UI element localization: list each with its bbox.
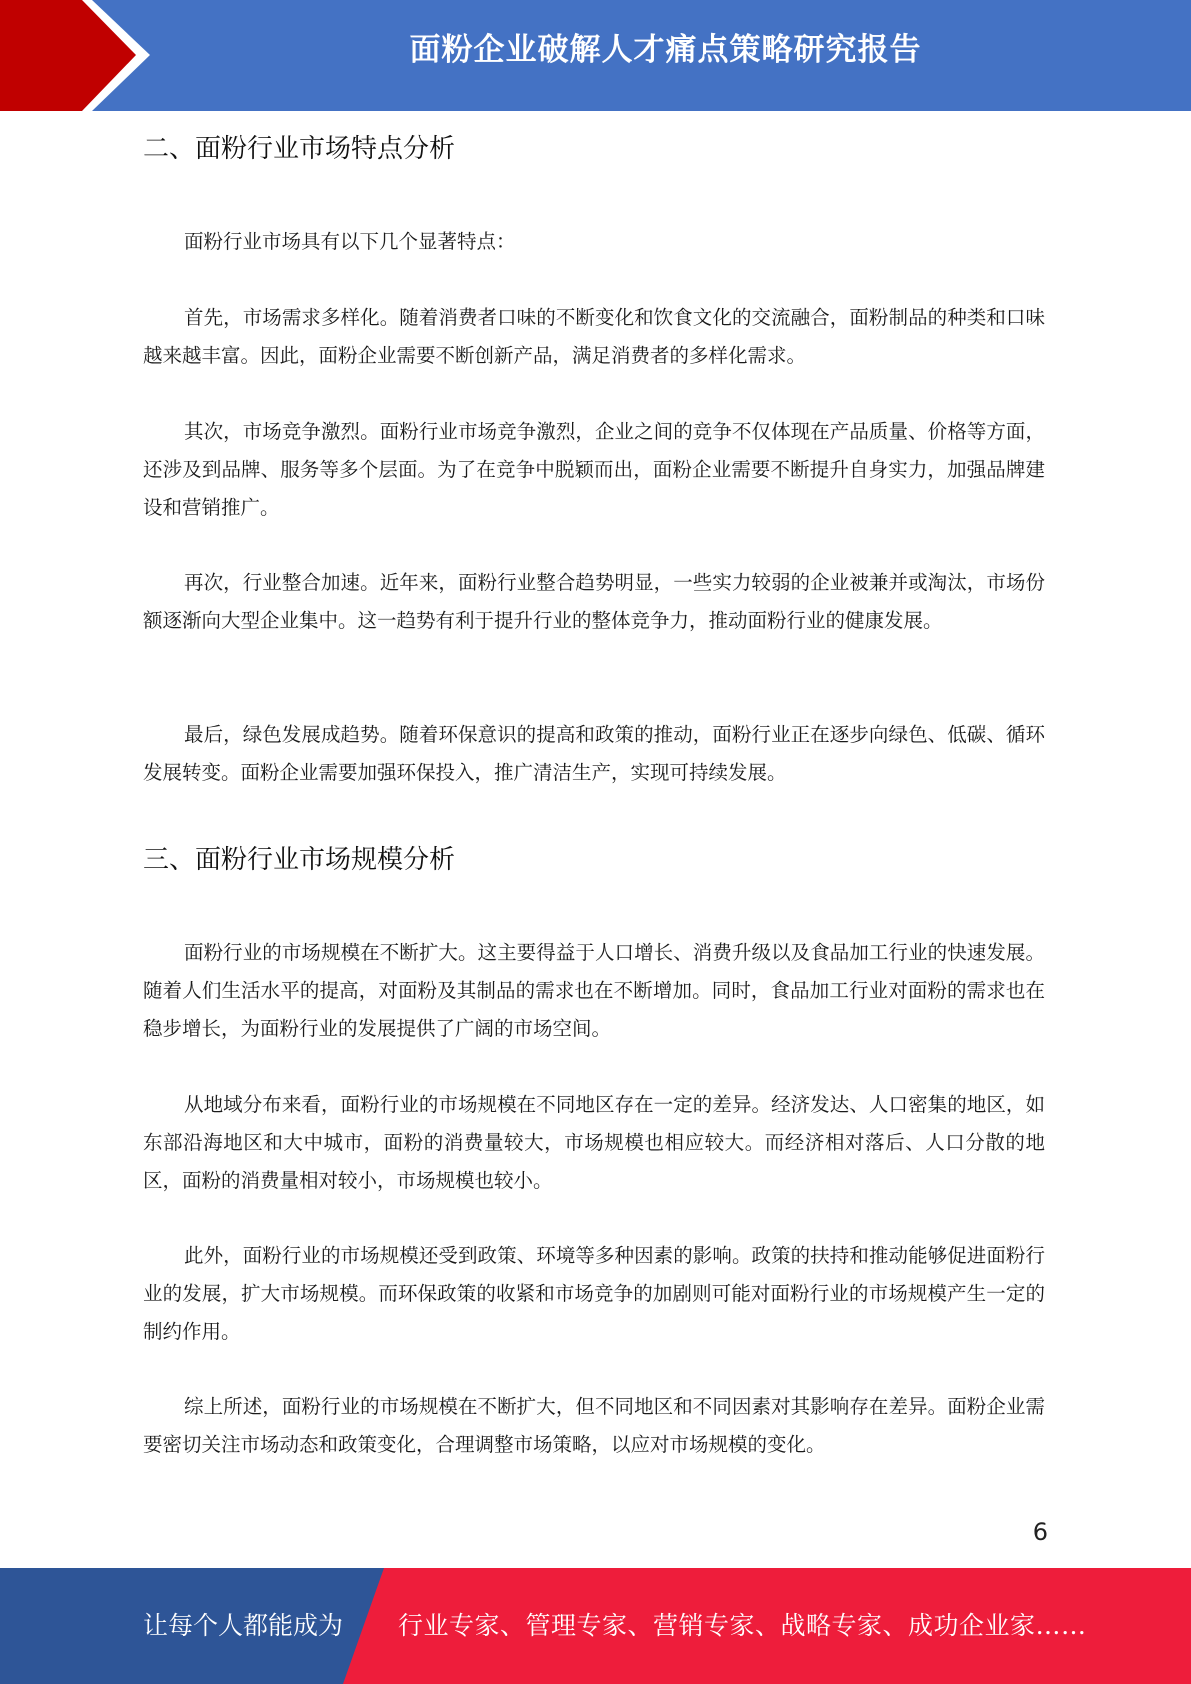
paragraph: 再次，行业整合加速。近年来，面粉行业整合趋势明显，一些实力较弱的企业被兼并或淘汰，市场份额逐渐向大型企业集中。这一趋势有利于提升行业的整体竞争力，推动面粉行业的健康发展。 — [143, 571, 1045, 632]
paragraph: 此外，面粉行业的市场规模还受到政策、环境等多种因素的影响。政策的扶持和推动能够促进面粉行业的发展，扩大市场规模。而环保政策的收紧和市场竞争的加剧则可能对面粉行业的市场规模产生一定的制约作用。 — [143, 1244, 1045, 1343]
paragraph: 其次，市场竞争激烈。面粉行业市场竞争激烈，企业之间的竞争不仅体现在产品质量、价格等方面，还涉及到品牌、服务等多个层面。为了在竞争中脱颖而出，面粉企业需要不断提升自身实力，加强品牌建设和营销推广。 — [143, 420, 1045, 519]
paragraph: 首先，市场需求多样化。随着消费者口味的不断变化和饮食文化的交流融合，面粉制品的种类和口味越来越丰富。因此，面粉企业需要不断创新产品，满足消费者的多样化需求。 — [143, 306, 1045, 367]
report-title: 面粉企业破解人才痛点策略研究报告 — [409, 32, 922, 68]
page-footer — [0, 1568, 1191, 1684]
paragraph: 从地域分布来看，面粉行业的市场规模在不同地区存在一定的差异。经济发达、人口密集的地区，如东部沿海地区和大中城市，面粉的消费量较大，市场规模也相应较大。而经济相对落后、人口分散的地区，面粉的消费量相对较小，市场规模也较小。 — [143, 1093, 1045, 1192]
page-header — [0, 0, 1191, 111]
section-heading-market-size: 三、面粉行业市场规模分析 — [143, 845, 456, 875]
paragraph: 面粉行业的市场规模在不断扩大。这主要得益于人口增长、消费升级以及食品加工行业的快速发展。随着人们生活水平的提高，对面粉及其制品的需求也在不断增加。同时，食品加工行业对面粉的需求也在稳步增长，为面粉行业的发展提供了广阔的市场空间。 — [143, 941, 1045, 1040]
paragraph: 综上所述，面粉行业的市场规模在不断扩大，但不同地区和不同因素对其影响存在差异。面粉企业需要密切关注市场动态和政策变化，合理调整市场策略，以应对市场规模的变化。 — [143, 1395, 1045, 1456]
page-number: 6 — [1032, 1518, 1048, 1546]
paragraph: 面粉行业市场具有以下几个显著特点： — [184, 230, 516, 253]
section-heading-market-characteristics: 二、面粉行业市场特点分析 — [143, 134, 456, 164]
paragraph: 最后，绿色发展成趋势。随着环保意识的提高和政策的推动，面粉行业正在逐步向绿色、低碳、循环发展转变。面粉企业需要加强环保投入，推广清洁生产，实现可持续发展。 — [143, 723, 1045, 784]
footer-slogan-right: 行业专家、管理专家、营销专家、战略专家、成功企业家…… — [398, 1611, 1087, 1640]
footer-slogan-left: 让每个人都能成为 — [143, 1611, 344, 1640]
